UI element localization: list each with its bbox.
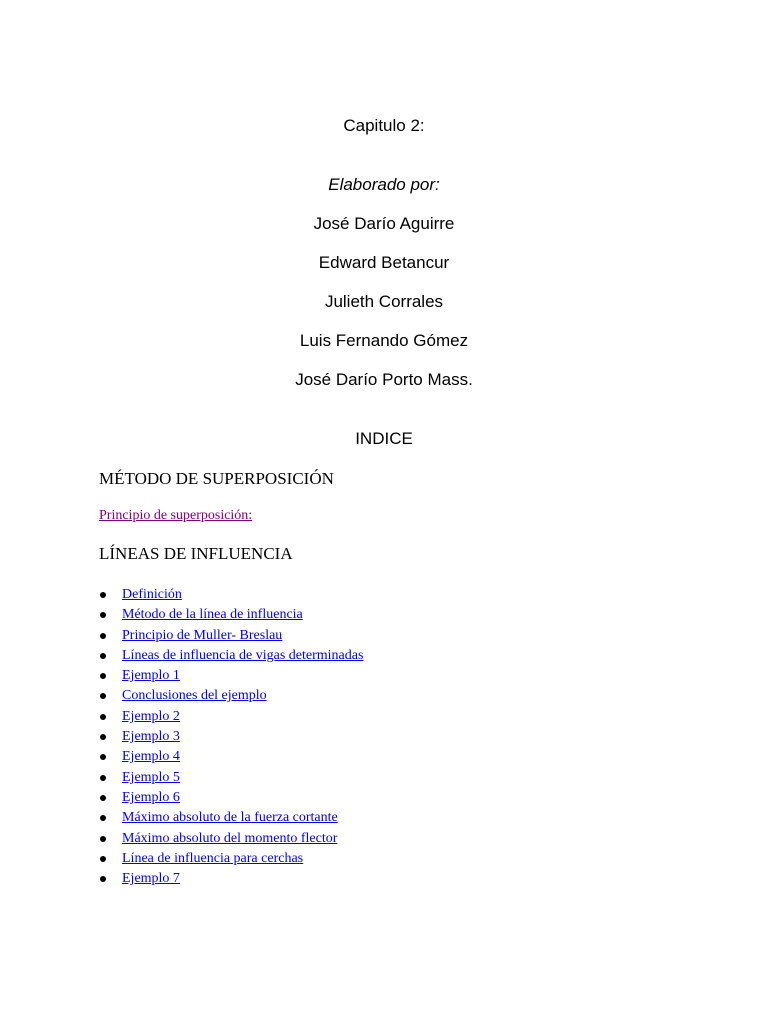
toc-link-example-1[interactable]: Ejemplo 1 [122, 668, 180, 684]
link-superposition-principle[interactable]: Principio de superposición: [99, 508, 253, 523]
section-heading-superposition: MÉTODO DE SUPERPOSICIÓN [99, 469, 334, 488]
chapter-title: Capitulo 2: [343, 116, 425, 135]
toc-link-example-2[interactable]: Ejemplo 2 [122, 708, 180, 724]
bullet-icon [100, 653, 106, 659]
toc-link-determinate-beams[interactable]: Líneas de influencia de vigas determinadas [122, 647, 364, 663]
bullet-icon [100, 592, 106, 598]
bullet-icon [100, 693, 106, 699]
toc-link-example-3[interactable]: Ejemplo 3 [122, 729, 180, 745]
author-name: Edward Betancur [318, 253, 450, 272]
toc-link-example-4[interactable]: Ejemplo 4 [122, 749, 180, 765]
bullet-icon [100, 633, 106, 639]
toc-link-max-shear[interactable]: Máximo absoluto de la fuerza cortante [122, 810, 338, 826]
bullet-icon [100, 775, 106, 781]
toc-link-truss-influence[interactable]: Línea de influencia para cerchas [122, 850, 304, 866]
bullet-icon [100, 734, 106, 740]
bullet-icon [100, 836, 106, 842]
bullet-icon [100, 795, 106, 801]
toc-link-example-7[interactable]: Ejemplo 7 [122, 871, 180, 887]
author-name: Julieth Corrales [324, 292, 444, 311]
toc-link-influence-line-method[interactable]: Método de la línea de influencia [122, 607, 303, 623]
toc-link-max-moment[interactable]: Máximo absoluto del momento flector [122, 830, 338, 846]
author-name: José Darío Porto Mass. [295, 370, 473, 389]
toc-link-example-6[interactable]: Ejemplo 6 [122, 789, 180, 805]
bullet-icon [100, 612, 106, 618]
author-name: Luis Fernando Gómez [299, 331, 469, 350]
prepared-by-label: Elaborado por: [328, 175, 440, 194]
bullet-icon [100, 714, 106, 720]
bullet-icon [100, 673, 106, 679]
bullet-icon [100, 754, 106, 760]
toc-link-example-conclusions[interactable]: Conclusiones del ejemplo [122, 688, 267, 704]
toc-link-definition[interactable]: Definición [122, 587, 182, 602]
author-name: José Darío Aguirre [313, 214, 455, 233]
bullet-icon [100, 815, 106, 821]
bullet-icon [100, 876, 106, 882]
toc-link-example-5[interactable]: Ejemplo 5 [122, 769, 180, 785]
toc-link-muller-breslau[interactable]: Principio de Muller- Breslau [122, 627, 283, 643]
bullet-icon [100, 856, 106, 862]
index-title: INDICE [355, 429, 413, 448]
section-heading-influence-lines: LÍNEAS DE INFLUENCIA [99, 544, 293, 563]
